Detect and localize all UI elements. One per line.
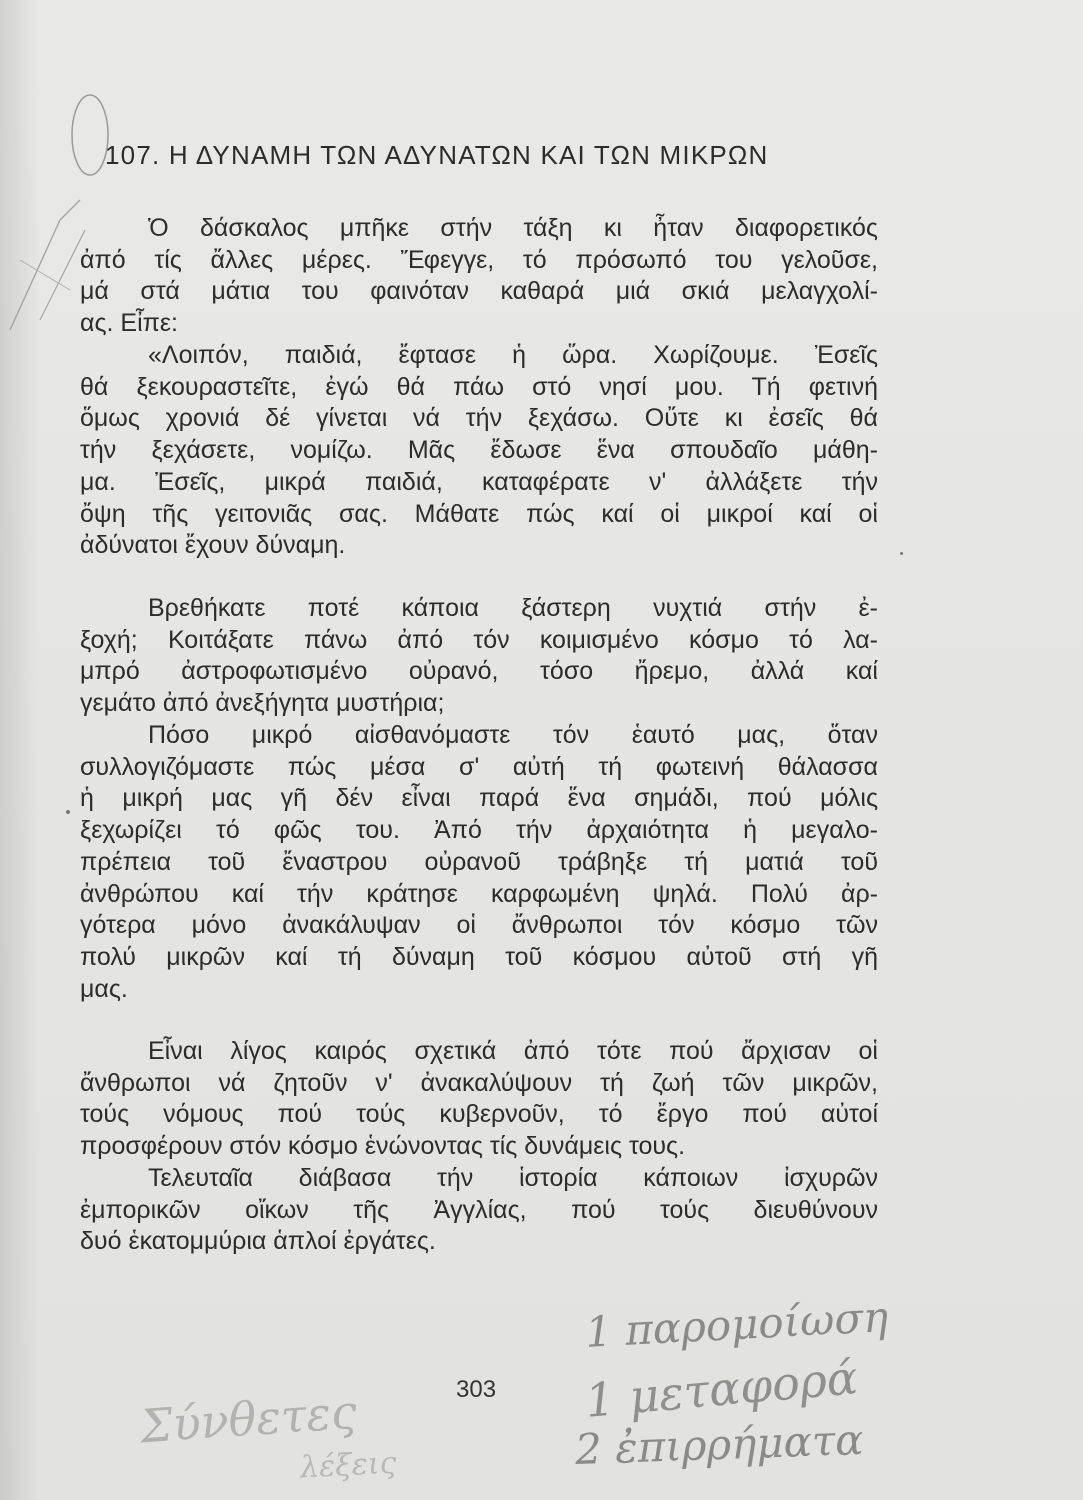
page-number: 303 (456, 1376, 497, 1403)
text-line: τήν ξεχάσετε, νομίζω. Μᾶς ἔδωσε ἕνα σπουδαῖο μάθη- (80, 436, 878, 465)
text-line: ἡ μικρή μας γῆ δέν εἶναι παρά ἕνα σημάδι, πού μόλις (80, 784, 878, 813)
text-line: Τελευταῖα διάβασα τήν ἱστορία κάποιων ἰσχυρῶν (148, 1164, 878, 1192)
text-line: δυό ἑκατομμύρια ἁπλοί ἐργάτες. (80, 1227, 436, 1256)
text-line: ὄψη τῆς γειτονιᾶς σας. Μάθατε πώς καί οἱ μικροί καί οἱ (80, 499, 878, 528)
text-line: μπρό ἀστροφωτισμένο οὐρανό, τόσο ἤρεμο, ἀλλά καί (80, 657, 878, 686)
chapter-heading: 107. Η ΔΥΝΑΜΗ ΤΩΝ ΑΔΥΝΑΤΩΝ ΚΑΙ ΤΩΝ ΜΙΚΡΩΝ (105, 140, 769, 170)
text-line: Βρεθήκατε ποτέ κάποια ξάστερη νυχτιά στήν ἐ- (148, 594, 878, 622)
text-line: Εἶναι λίγος καιρός σχετικά ἀπό τότε πού ἄρχισαν οἱ (148, 1037, 878, 1065)
text-line: γότερα μόνο ἀνακάλυψαν οἱ ἄνθρωποι τόν κόσμο τῶν (80, 911, 878, 940)
stray-mark (900, 552, 903, 555)
text-line: ἀδύνατοι ἔχουν δύναμη. (80, 531, 346, 560)
text-line: ἄνθρωποι νά ζητοῦν ν' ἀνακαλύψουν τή ζωή τῶν μικρῶν, (80, 1068, 878, 1097)
text-line: μας. (80, 974, 128, 1003)
text-line: γεμάτο ἀπό ἀνεξήγητα μυστήρια; (80, 689, 445, 718)
text-line: πολύ μικρῶν καί τή δύναμη τοῦ κόσμου αὐτοῦ στή γῆ (80, 942, 878, 971)
paragraph (80, 1036, 878, 1163)
text-line: ας. Εἶπε: (80, 309, 178, 338)
text-line: θά ξεκουραστεῖτε, ἐγώ θά πάω στό νησί μου. Τή φετινή (80, 372, 878, 401)
text-line: πρέπεια τοῦ ἔναστρου οὐρανοῦ τράβηξε τή ματιά τοῦ (80, 847, 878, 876)
text-line: ξοχή; Κοιτάξατε πάνω ἀπό τόν κοιμισμένο κόσμο τό λα- (80, 625, 878, 654)
text-line: ἐμπορικῶν οἴκων τῆς Ἀγγλίας, πού τούς διευθύνουν (80, 1195, 878, 1224)
text-line: Πόσο μικρό αἰσθανόμαστε τόν ἑαυτό μας, ὅταν (148, 721, 878, 749)
text-line: συλλογιζόμαστε πώς μέσα σ' αὐτή τή φωτεινή θάλασσα (80, 752, 878, 781)
text-line: ὅμως χρονιά δέ γίνεται νά τήν ξεχάσω. Οὔτε κι ἐσεῖς θά (80, 404, 878, 433)
text-line: ἀνθρώπου καί τήν κράτησε καρφωμένη ψηλά. Πολύ ἀρ- (80, 879, 878, 908)
paragraph (80, 340, 878, 562)
paragraph (80, 720, 878, 1005)
text-line: ξεχωρίζει τό φῶς του. Ἀπό τήν ἀρχαιότητα ἡ μεγαλο- (80, 816, 878, 845)
text-line: τούς νόμους πού τούς κυβερνοῦν, τό ἔργο πού αὐτοί (80, 1100, 878, 1129)
paragraph (80, 1163, 878, 1258)
stray-mark (66, 810, 70, 814)
handwritten-note: 1 μεταφορά (583, 1350, 860, 1428)
text-line: μα. Ἐσεῖς, μικρά παιδιά, καταφέρατε ν' ἀλλάξετε τήν (80, 467, 878, 496)
paragraph (80, 593, 878, 720)
handwritten-note: λέξεις (299, 1445, 398, 1486)
text-line: ἀπό τίς ἄλλες μέρες. Ἔφεγγε, τό πρόσωπό του γελοῦσε, (80, 245, 878, 274)
paragraph (80, 213, 878, 340)
handwritten-note: 1 παρομοίωση (583, 1292, 890, 1357)
text-line: μά στά μάτια του φαινόταν καθαρά μιά σκιά μελαγχολί- (80, 277, 878, 306)
handwritten-note: 2 ἐπιρρήματα (574, 1414, 865, 1475)
handwritten-note: Σύνθετες (138, 1384, 359, 1454)
text-line: Ὁ δάσκαλος μπῆκε στήν τάξη κι ἦταν διαφορετικός (148, 214, 878, 242)
text-line: προσφέρουν στόν κόσμο ἑνώνοντας τίς δυνάμεις τους. (80, 1132, 686, 1161)
text-line: «Λοιπόν, παιδιά, ἔφτασε ἡ ὥρα. Χωρίζουμε. Ἐσεῖς (148, 341, 878, 369)
